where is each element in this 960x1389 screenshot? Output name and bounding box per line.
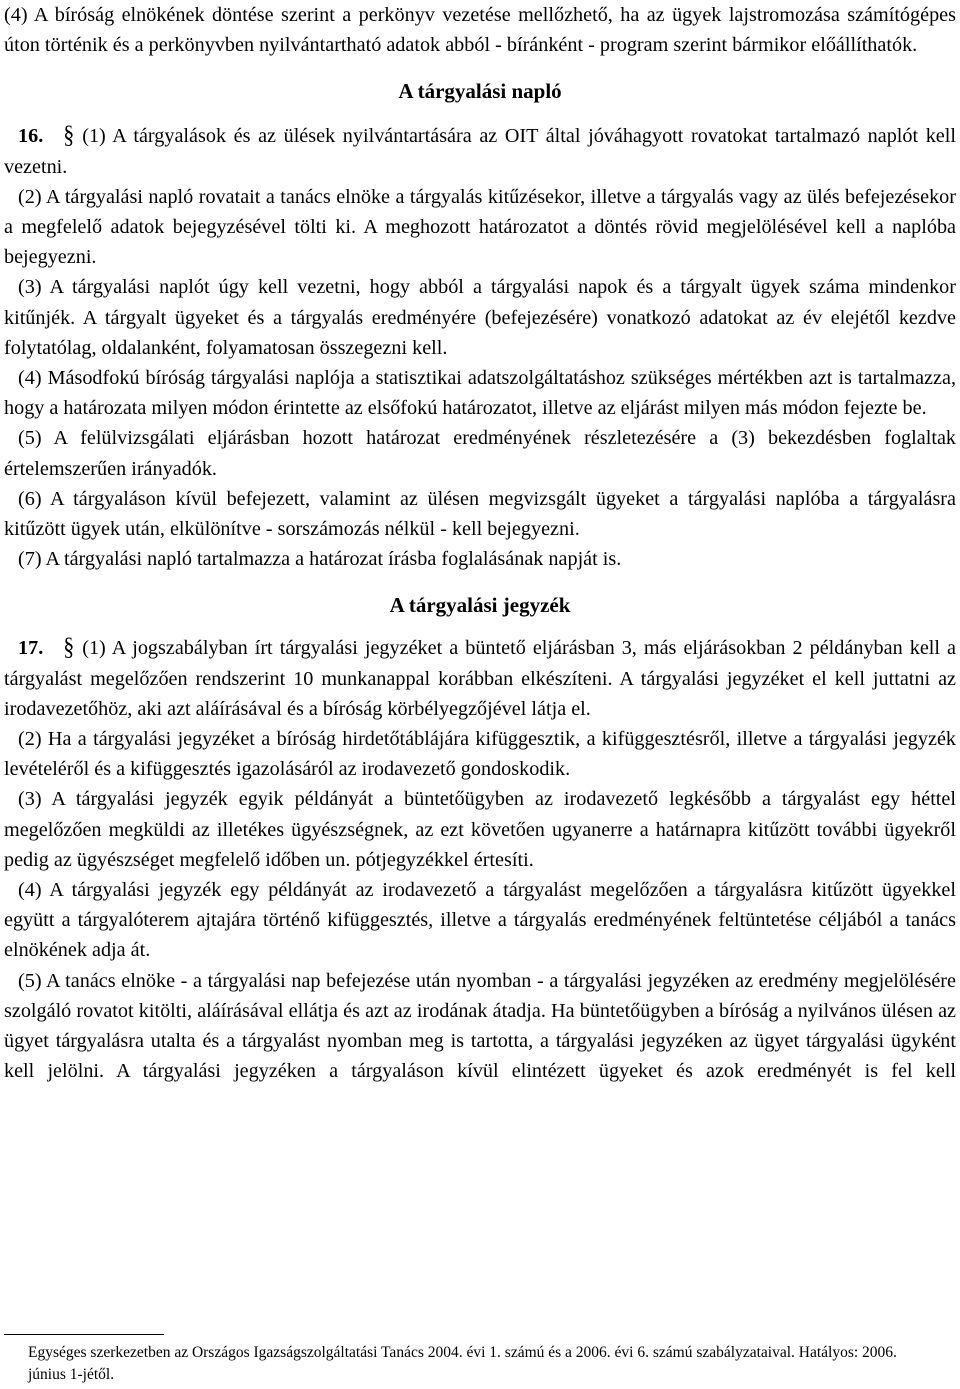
footnote — [0, 1342, 898, 1386]
section-16-paragraph-2: (2) A tárgyalási napló rovatait a tanács elnöke a tárgyalás kitűzésekor, illetve a tárgyalás vagy az ülés befejezésekor a megfelelő adatok bejegyzésével tölti ki. A meghozott határozatot a döntés rövid megjelölésével kell a naplóba bejegyezni. — [4, 185, 956, 269]
section-number: 16. — [18, 125, 44, 148]
paragraph-text: (1) A jogszabályban írt tárgyalási jegyzéket a büntető eljárásban 3, más eljárásokban 2 példányban kell a tárgyalást megelőzően rendszerint 10 munkanappal korábban elkészíteni. A tárgyalási jegyzéket el kell juttatni az irodavezetőhöz, aki azt aláírásával és a bíróság körbélyegzőjével látja el. — [4, 637, 956, 720]
section-heading-targyalasi-jegyzek: A tárgyalási jegyzék — [389, 593, 571, 618]
section-sign: § — [63, 632, 75, 662]
section-sign: § — [63, 120, 75, 150]
section-17-paragraph-2: (2) Ha a tárgyalási jegyzéket a bíróság hirdetőtáblájára kifüggesztik, a kifüggesztésről, illetve a tárgyalási jegyzék levételéről és a kifüggesztés igazolásáról az irodavezető gondoskodik. — [4, 728, 956, 781]
section-16-paragraph-1 — [4, 120, 956, 181]
section-16-paragraph-7: (7) A tárgyalási napló tartalmazza a határozat írásba foglalásának napját is. — [18, 548, 622, 571]
paragraph-perkonyv-4: (4) A bíróság elnökének döntése szerint a perkönyv vezetése mellőzhető, ha az ügyek lajstromozása számítógépes úton történik és a perkönyvben nyilvántartható adatok abból - bíránként - program szerint bármikor előállíthatók. — [4, 4, 956, 57]
section-heading-targyalasi-naplo: A tárgyalási napló — [398, 79, 562, 104]
section-17-paragraph-4: (4) A tárgyalási jegyzék egy példányát az irodavezető a tárgyalást megelőzően a tárgyalásra kitűzött ügyekkel együtt a tárgyalóterem ajtajára történő kifüggesztés, illetve a tárgyalás eredményének feltüntetése céljából a tanács elnökének adja át. — [4, 879, 956, 962]
section-16-paragraph-6: (6) A tárgyaláson kívül befejezett, valamint az ülésen megvizsgált ügyeket a tárgyalási naplóba a tárgyalásra kitűzött ügyek után, elkülönítve - sorszámozás nélkül - kell bejegyezni. — [4, 487, 956, 541]
footnote-text: Egységes szerkezetben az Országos Igazságszolgáltatási Tanács 2004. évi 1. számú és a 2006. évi 6. számú szabályzataival. Hatályos: 2006. június 1-jétől. — [28, 1344, 897, 1383]
section-17-paragraph-3: (3) A tárgyalási jegyzék egyik példányát a büntetőügyben az irodavezető legkésőbb a tárgyalást egy héttel megelőzően megküldi az illetékes ügyészségnek, az ezt követően ugyanerre a határnapra kitűzött további ügyekről pedig az ügyészséget megfelelő időben un. pótjegyzékkel értesíti. — [4, 788, 956, 871]
section-16-paragraph-5: (5) A felülvizsgálati eljárásban hozott határozat eredményének részletezésére a (3) bekezdésben foglaltak értelemszerűen irányadók. — [4, 427, 956, 480]
section-16-paragraph-3: (3) A tárgyalási naplót úgy kell vezetni, hogy abból a tárgyalási napok és a tárgyalt ügyek száma mindenkor kitűnjék. A tárgyalt ügyeket és a tárgyalás eredményére (befejezésére) vonatkozó adatokat az év elejétől kezdve folytatólag, oldalanként, folyamatosan összegezni kell. — [4, 276, 956, 359]
footnote-separator — [4, 1334, 164, 1335]
document-page — [4, 0, 956, 1087]
section-16-paragraph-4: (4) Másodfokú bíróság tárgyalási naplója a statisztikai adatszolgáltatáshoz szükséges mértékben azt is tartalmazza, hogy a határozata milyen módon érintette az elsőfokú határozatot, illetve az eljárást milyen más módon fejezte be. — [4, 367, 956, 420]
section-17-paragraph-1 — [4, 632, 956, 724]
footnote-mark — [0, 1342, 20, 1364]
section-number: 17. — [18, 637, 44, 660]
section-17-paragraph-5: (5) A tanács elnöke - a tárgyalási nap befejezése után nyomban - a tárgyalási jegyzéken az eredmény megjelölésére szolgáló rovatot kitölti, aláírásával ellátja és azt az irodának átadja. Ha büntetőügyben a bíróság a nyilvános ülésen az ügyet tárgyalásra utalta és a tárgyalást nyomban meg is tartotta, a tárgyalási jegyzéken az ügyet tárgyalási ügyként kell jelölni. A tárgyalási jegyzéken a tárgyaláson kívül elintézett ügyeket és azok eredményét is fel kell — [4, 969, 956, 1083]
paragraph-text: (1) A tárgyalások és az ülések nyilvántartására az OIT által jóváhagyott rovatokat tartalmazó naplót kell vezetni. — [4, 125, 956, 178]
